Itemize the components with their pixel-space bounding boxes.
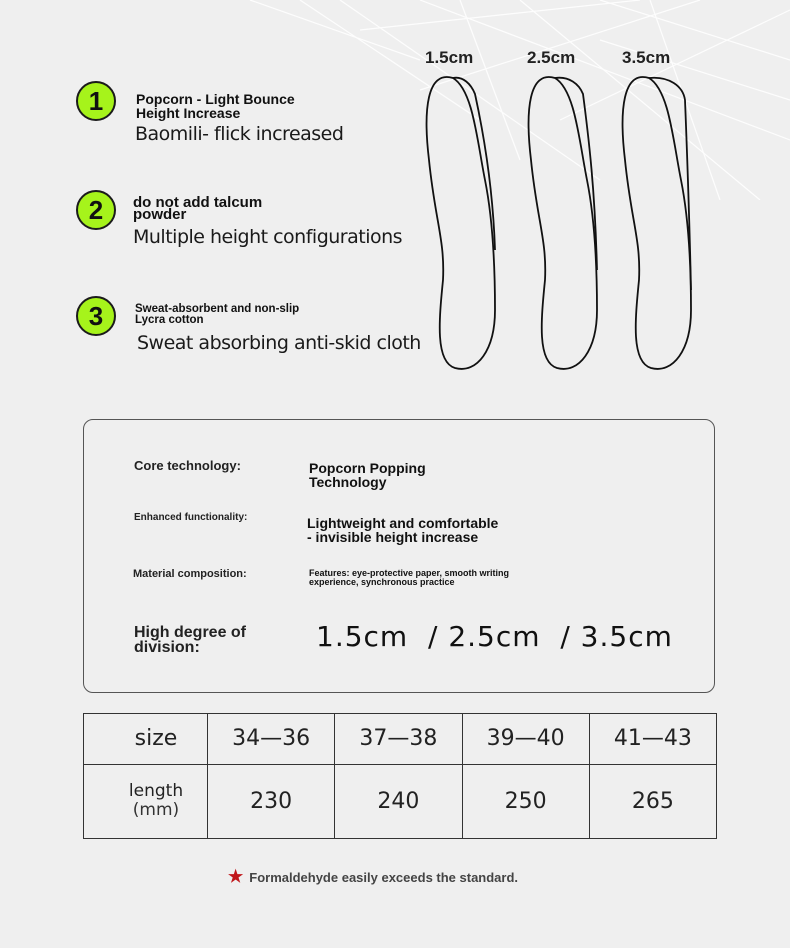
table-cell-size: 34—36 xyxy=(208,714,335,765)
feature-title-line2: Lycra cotton xyxy=(135,314,204,326)
spec-panel xyxy=(83,419,715,693)
spec-value-material-line2: experience, synchronous practice xyxy=(309,577,455,587)
height-label-2: 2.5cm xyxy=(527,48,576,67)
size-header: size xyxy=(84,714,208,765)
spec-label-division-line2: division: xyxy=(134,639,200,656)
feature-number-badge: 2 xyxy=(76,190,116,230)
length-header xyxy=(84,764,208,838)
length-header-line2: (mm) xyxy=(132,800,180,821)
length-header-line1: length xyxy=(128,781,184,802)
table-row-size xyxy=(84,714,717,765)
feature-subtitle: Baomili- flick increased xyxy=(135,123,344,145)
table-cell-length: 265 xyxy=(589,764,716,838)
spec-label-division-line1: High degree of xyxy=(134,624,247,641)
size-table xyxy=(83,713,717,839)
table-cell-length: 250 xyxy=(462,764,589,838)
spec-value-material-line1: Features: eye-protective paper, smooth writing xyxy=(309,568,510,578)
insole-3-icon xyxy=(623,77,691,369)
feature-subtitle: Multiple height configurations xyxy=(133,226,403,248)
insole-2-icon xyxy=(529,77,597,369)
feature-title-line2: powder xyxy=(133,206,187,223)
spec-value-division: 1.5cm / 2.5cm / 3.5cm xyxy=(316,620,673,653)
warning-note-text: Formaldehyde easily exceeds the standard. xyxy=(249,870,519,885)
height-label-1: 1.5cm xyxy=(425,48,474,67)
spec-label-material: Material composition: xyxy=(133,568,247,580)
table-cell-size: 41—43 xyxy=(589,714,716,765)
feature-title-line1: Sweat-absorbent and non-slip xyxy=(135,303,300,315)
spec-value-core-line2: Technology xyxy=(309,474,387,490)
table-cell-size: 37—38 xyxy=(335,714,462,765)
warning-note xyxy=(228,867,518,887)
table-cell-length: 240 xyxy=(335,764,462,838)
height-label-3: 3.5cm xyxy=(622,48,671,67)
spec-value-core-line1: Popcorn Popping xyxy=(309,460,426,476)
feature-title-line1: Popcorn - Light Bounce xyxy=(136,91,295,107)
star-icon: ★ xyxy=(228,867,244,886)
table-row-length xyxy=(84,764,717,838)
feature-subtitle: Sweat absorbing anti-skid cloth xyxy=(137,332,421,354)
spec-value-function-line1: Lightweight and comfortable xyxy=(307,515,499,531)
spec-value-function-line2: - invisible height increase xyxy=(307,529,479,545)
table-cell-length: 230 xyxy=(208,764,335,838)
feature-title-line1: do not add talcum xyxy=(133,194,263,211)
feature-number-badge: 1 xyxy=(76,81,116,121)
spec-label-function: Enhanced functionality: xyxy=(134,512,248,523)
feature-number-badge: 3 xyxy=(76,296,116,336)
insole-1-icon xyxy=(427,77,495,369)
insole-illustrations xyxy=(415,70,715,375)
feature-title-line2: Height Increase xyxy=(136,105,241,121)
table-cell-size: 39—40 xyxy=(462,714,589,765)
spec-label-core: Core technology: xyxy=(134,458,241,473)
